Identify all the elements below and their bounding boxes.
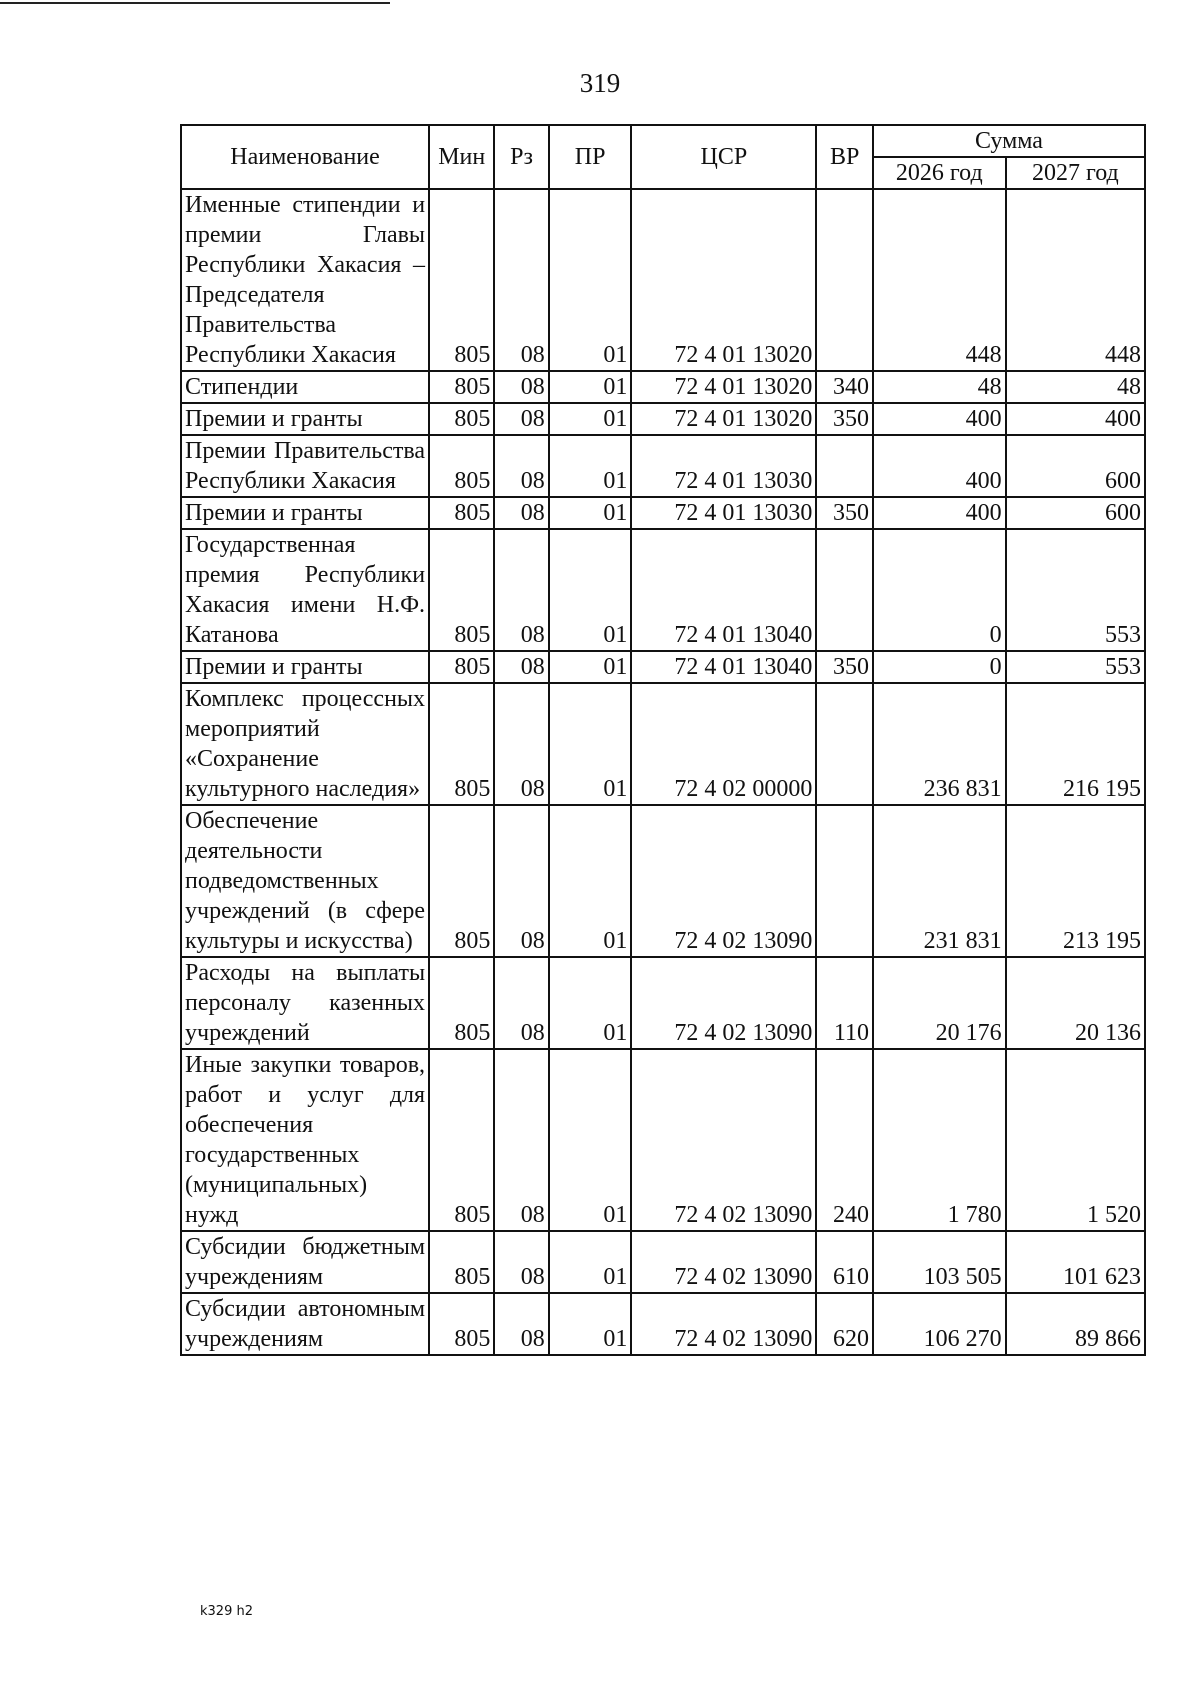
cell-rz: 08 bbox=[494, 1231, 548, 1293]
cell-sum-2026: 48 bbox=[873, 371, 1006, 403]
cell-name: Комплекс процессных мероприятий «Сохранение культурного наследия» bbox=[181, 683, 429, 805]
cell-rz: 08 bbox=[494, 497, 548, 529]
cell-pr: 01 bbox=[549, 957, 632, 1049]
cell-vr: 340 bbox=[816, 371, 873, 403]
cell-rz: 08 bbox=[494, 403, 548, 435]
table-row bbox=[181, 805, 1145, 957]
cell-min: 805 bbox=[429, 805, 494, 957]
cell-vr bbox=[816, 189, 873, 371]
cell-sum-2026: 236 831 bbox=[873, 683, 1006, 805]
cell-sum-2026: 0 bbox=[873, 651, 1006, 683]
table-row bbox=[181, 497, 1145, 529]
cell-vr: 110 bbox=[816, 957, 873, 1049]
cell-pr: 01 bbox=[549, 1049, 632, 1231]
cell-name: Расходы на выплаты персоналу казенных учреждений bbox=[181, 957, 429, 1049]
header-vr: ВР bbox=[816, 125, 873, 189]
cell-name: Премии и гранты bbox=[181, 651, 429, 683]
table-row bbox=[181, 189, 1145, 371]
cell-name: Субсидии автономным учреждениям bbox=[181, 1293, 429, 1355]
cell-csr: 72 4 01 13040 bbox=[631, 529, 816, 651]
cell-vr bbox=[816, 529, 873, 651]
cell-csr: 72 4 01 13020 bbox=[631, 403, 816, 435]
cell-pr: 01 bbox=[549, 805, 632, 957]
table-row bbox=[181, 1231, 1145, 1293]
cell-sum-2027: 101 623 bbox=[1006, 1231, 1145, 1293]
cell-min: 805 bbox=[429, 1231, 494, 1293]
cell-sum-2027: 600 bbox=[1006, 435, 1145, 497]
cell-sum-2026: 400 bbox=[873, 403, 1006, 435]
cell-csr: 72 4 01 13020 bbox=[631, 371, 816, 403]
table-row bbox=[181, 651, 1145, 683]
cell-min: 805 bbox=[429, 189, 494, 371]
cell-min: 805 bbox=[429, 403, 494, 435]
cell-sum-2026: 448 bbox=[873, 189, 1006, 371]
cell-csr: 72 4 02 13090 bbox=[631, 957, 816, 1049]
cell-min: 805 bbox=[429, 683, 494, 805]
cell-rz: 08 bbox=[494, 1049, 548, 1231]
top-rule bbox=[0, 2, 390, 4]
cell-pr: 01 bbox=[549, 371, 632, 403]
table-header bbox=[181, 125, 1145, 189]
cell-name: Обеспечение деятельности подведомственных учреждений (в сфере культуры и искусства) bbox=[181, 805, 429, 957]
table-body bbox=[181, 189, 1145, 1355]
cell-sum-2027: 400 bbox=[1006, 403, 1145, 435]
cell-sum-2026: 0 bbox=[873, 529, 1006, 651]
cell-name: Иные закупки товаров, работ и услуг для обеспечения государственных (муниципальных) нужд bbox=[181, 1049, 429, 1231]
cell-name: Государственная премия Республики Хакасия имени Н.Ф. Катанова bbox=[181, 529, 429, 651]
cell-sum-2026: 103 505 bbox=[873, 1231, 1006, 1293]
cell-sum-2027: 1 520 bbox=[1006, 1049, 1145, 1231]
cell-sum-2026: 231 831 bbox=[873, 805, 1006, 957]
page-number: 319 bbox=[579, 68, 621, 98]
cell-csr: 72 4 02 13090 bbox=[631, 1231, 816, 1293]
cell-rz: 08 bbox=[494, 1293, 548, 1355]
cell-rz: 08 bbox=[494, 957, 548, 1049]
cell-csr: 72 4 01 13030 bbox=[631, 497, 816, 529]
cell-name: Стипендии bbox=[181, 371, 429, 403]
cell-name: Премии и гранты bbox=[181, 403, 429, 435]
cell-vr bbox=[816, 683, 873, 805]
cell-pr: 01 bbox=[549, 529, 632, 651]
cell-name: Субсидии бюджетным учреждениям bbox=[181, 1231, 429, 1293]
cell-csr: 72 4 02 00000 bbox=[631, 683, 816, 805]
cell-pr: 01 bbox=[549, 1293, 632, 1355]
header-csr: ЦСР bbox=[631, 125, 816, 189]
cell-csr: 72 4 02 13090 bbox=[631, 1049, 816, 1231]
cell-vr bbox=[816, 435, 873, 497]
cell-rz: 08 bbox=[494, 651, 548, 683]
header-year-2027: 2027 год bbox=[1006, 157, 1145, 189]
cell-pr: 01 bbox=[549, 1231, 632, 1293]
cell-sum-2026: 20 176 bbox=[873, 957, 1006, 1049]
header-name: Наименование bbox=[181, 125, 429, 189]
cell-csr: 72 4 01 13040 bbox=[631, 651, 816, 683]
cell-pr: 01 bbox=[549, 189, 632, 371]
cell-sum-2027: 600 bbox=[1006, 497, 1145, 529]
header-pr: ПР bbox=[549, 125, 632, 189]
cell-rz: 08 bbox=[494, 529, 548, 651]
cell-sum-2027: 448 bbox=[1006, 189, 1145, 371]
table-row bbox=[181, 957, 1145, 1049]
cell-name: Премии и гранты bbox=[181, 497, 429, 529]
cell-sum-2026: 106 270 bbox=[873, 1293, 1006, 1355]
cell-min: 805 bbox=[429, 529, 494, 651]
cell-sum-2027: 213 195 bbox=[1006, 805, 1145, 957]
cell-sum-2027: 20 136 bbox=[1006, 957, 1145, 1049]
cell-csr: 72 4 02 13090 bbox=[631, 805, 816, 957]
cell-sum-2026: 400 bbox=[873, 497, 1006, 529]
cell-rz: 08 bbox=[494, 683, 548, 805]
header-min: Мин bbox=[429, 125, 494, 189]
cell-name: Премии Правительства Республики Хакасия bbox=[181, 435, 429, 497]
cell-vr: 240 bbox=[816, 1049, 873, 1231]
header-sum: Сумма bbox=[873, 125, 1145, 157]
cell-pr: 01 bbox=[549, 435, 632, 497]
cell-vr bbox=[816, 805, 873, 957]
cell-vr: 610 bbox=[816, 1231, 873, 1293]
budget-table bbox=[180, 124, 1146, 1356]
cell-sum-2027: 553 bbox=[1006, 651, 1145, 683]
cell-pr: 01 bbox=[549, 683, 632, 805]
table-row bbox=[181, 435, 1145, 497]
cell-sum-2027: 89 866 bbox=[1006, 1293, 1145, 1355]
table-row bbox=[181, 529, 1145, 651]
cell-sum-2026: 400 bbox=[873, 435, 1006, 497]
table-row bbox=[181, 683, 1145, 805]
header-rz: Рз bbox=[494, 125, 548, 189]
cell-name: Именные стипендии и премии Главы Республики Хакасия – Председателя Правительства Республики Хакасия bbox=[181, 189, 429, 371]
header-year-2026: 2026 год bbox=[873, 157, 1006, 189]
cell-rz: 08 bbox=[494, 189, 548, 371]
cell-csr: 72 4 01 13020 bbox=[631, 189, 816, 371]
cell-rz: 08 bbox=[494, 371, 548, 403]
cell-pr: 01 bbox=[549, 403, 632, 435]
table-row bbox=[181, 371, 1145, 403]
cell-rz: 08 bbox=[494, 435, 548, 497]
cell-vr: 350 bbox=[816, 497, 873, 529]
cell-csr: 72 4 01 13030 bbox=[631, 435, 816, 497]
cell-min: 805 bbox=[429, 371, 494, 403]
footer-mark: k329 h2 bbox=[200, 1604, 253, 1619]
cell-sum-2026: 1 780 bbox=[873, 1049, 1006, 1231]
cell-sum-2027: 48 bbox=[1006, 371, 1145, 403]
cell-min: 805 bbox=[429, 435, 494, 497]
cell-pr: 01 bbox=[549, 651, 632, 683]
cell-rz: 08 bbox=[494, 805, 548, 957]
cell-vr: 350 bbox=[816, 651, 873, 683]
cell-vr: 350 bbox=[816, 403, 873, 435]
cell-sum-2027: 216 195 bbox=[1006, 683, 1145, 805]
cell-csr: 72 4 02 13090 bbox=[631, 1293, 816, 1355]
cell-sum-2027: 553 bbox=[1006, 529, 1145, 651]
cell-pr: 01 bbox=[549, 497, 632, 529]
cell-vr: 620 bbox=[816, 1293, 873, 1355]
table-row bbox=[181, 1049, 1145, 1231]
cell-min: 805 bbox=[429, 1293, 494, 1355]
table-row bbox=[181, 1293, 1145, 1355]
cell-min: 805 bbox=[429, 957, 494, 1049]
cell-min: 805 bbox=[429, 651, 494, 683]
cell-min: 805 bbox=[429, 497, 494, 529]
table-row bbox=[181, 403, 1145, 435]
cell-min: 805 bbox=[429, 1049, 494, 1231]
